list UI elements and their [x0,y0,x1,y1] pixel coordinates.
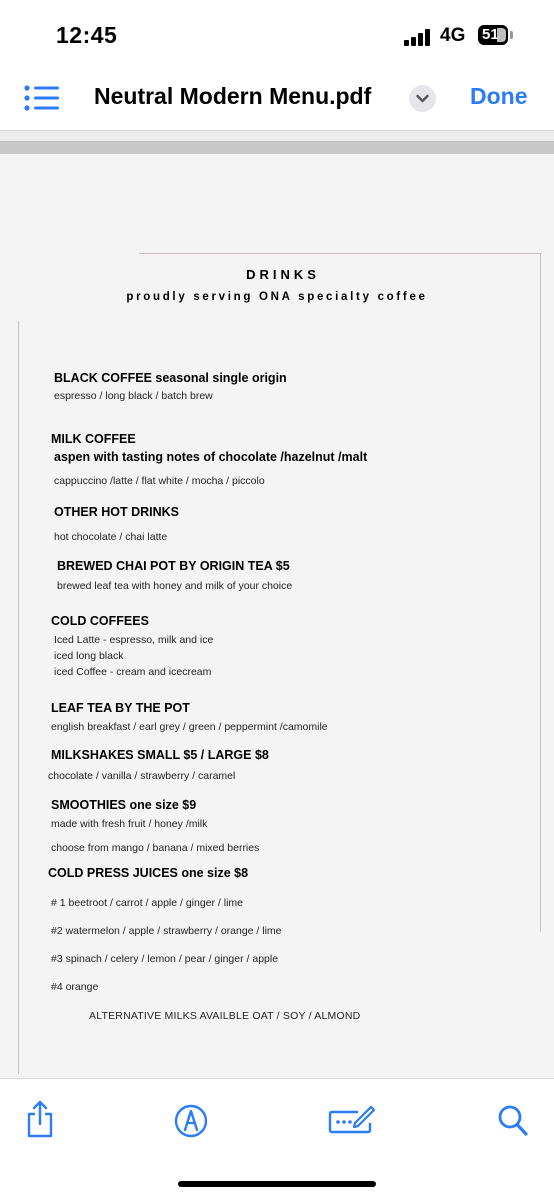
menu-section-title: BLACK COFFEE seasonal single origin [54,371,287,385]
menu-section-title: LEAF TEA BY THE POT [51,701,190,715]
menu-section-title: OTHER HOT DRINKS [54,505,179,519]
menu-item-text: cappuccino /latte / flat white / mocha / piccolo [54,475,265,487]
status-time: 12:45 [56,22,118,48]
menu-section-title: MILKSHAKES SMALL $5 / LARGE $8 [51,748,269,762]
menu-heading: DRINKS [246,267,320,282]
chevron-down-icon [409,85,436,112]
menu-item-text: # 1 beetroot / carrot / apple / ginger / lime [51,897,244,909]
frame-line-left [18,321,19,1074]
title-menu-button[interactable] [409,85,436,112]
menu-item-text: iced long black [54,650,124,662]
menu-item-text: iced Coffee - cream and icecream [54,666,212,678]
menu-item-text: brewed leaf tea with honey and milk of your choice [57,580,293,592]
menu-item-text: english breakfast / earl grey / green / peppermint /camomile [51,721,328,733]
menu-section-title: MILK COFFEE [51,432,136,446]
menu-section-title: COLD PRESS JUICES one size $8 [48,866,249,880]
frame-line-right [540,254,541,932]
home-indicator[interactable] [178,1181,376,1187]
menu-item-text: made with fresh fruit / honey /milk [51,818,208,830]
menu-item-text: Iced Latte - espresso, milk and ice [54,634,214,646]
menu-item-text: #4 orange [51,981,99,993]
status-bar [0,0,554,64]
markup-icon[interactable] [174,1104,208,1138]
menu-item-text: hot chocolate / chai latte [54,531,168,543]
menu-item-text: #3 spinach / celery / lemon / pear / ginger / apple [51,953,279,965]
done-button[interactable]: Done [470,83,528,109]
document-title: Neutral Modern Menu.pdf [94,83,372,109]
menu-section-title: COLD COFFEES [51,614,149,628]
menu-subheading: proudly serving ONA specialty coffee [126,291,428,303]
battery-icon [478,25,508,45]
page-separator [0,141,554,155]
search-icon[interactable] [497,1104,529,1138]
menu-item-text: espresso / long black / batch brew [54,390,213,402]
menu-footnote: ALTERNATIVE MILKS AVAILBLE OAT / SOY / ALMOND [89,1010,361,1022]
nav-bar [0,64,554,131]
list-icon[interactable] [24,84,60,112]
menu-section-title: BREWED CHAI POT BY ORIGIN TEA $5 [57,559,290,573]
cellular-signal-icon [404,28,434,46]
menu-item-text: chocolate / vanilla / strawberry / caramel [48,770,236,782]
form-fill-icon[interactable] [328,1103,376,1137]
battery-level: 51 [482,26,499,43]
menu-item-text: choose from mango / banana / mixed berries [51,842,260,854]
menu-section-title: aspen with tasting notes of chocolate /hazelnut /malt [54,450,368,464]
pdf-page [0,154,554,1078]
network-type: 4G [440,25,466,46]
share-icon[interactable] [25,1099,55,1139]
frame-line-top [139,253,542,254]
pdf-viewer[interactable] [0,131,554,1078]
menu-item-text: #2 watermelon / apple / strawberry / orange / lime [51,925,282,937]
menu-section-title: SMOOTHIES one size $9 [51,798,197,812]
